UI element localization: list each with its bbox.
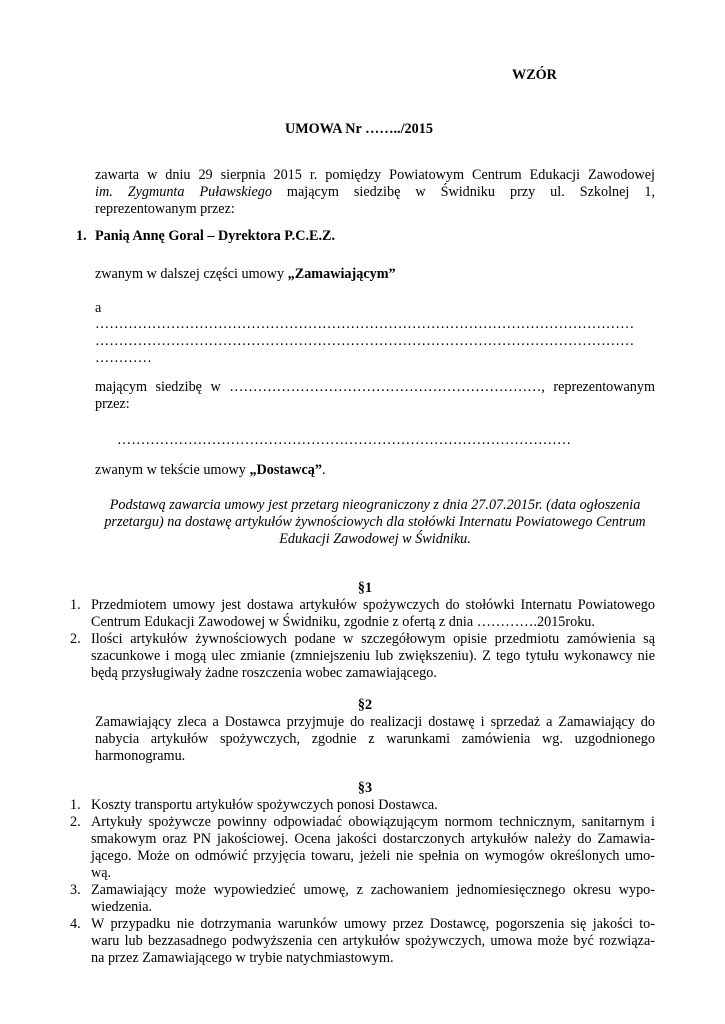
s3-item-1-num: 1. [70, 797, 81, 813]
s3-item-3-line-2: wiedzenia. [91, 899, 153, 915]
party2-called-name: „Dostawcą” [249, 462, 322, 478]
party1-called [95, 266, 396, 283]
s1-item-1-num: 1. [70, 597, 81, 613]
basis-line-3: Edukacji Zawodowej w Świdniku. [279, 531, 471, 547]
intro-line-1: zawarta w dniu 29 sierpnia 2015 r. pomiędzy Powiatowym Centrum Edukacji Zawodowej [95, 167, 655, 183]
intro-line-3: reprezentowanym przez: [95, 201, 235, 217]
s1-item-2-line-2: szacunkowe i mogą ulec zmianie (zmniejszeniu lub zwiększeniu). Z tego tytułu wykonawcy nie [91, 648, 655, 664]
s3-item-4-num: 4. [70, 916, 81, 932]
s3-item-3-num: 3. [70, 882, 81, 898]
s3-item-2-line-2: smakowym oraz PN jakościowej. Ocena jakości dostarczonych artykułów należy do Zamawia- [91, 831, 655, 847]
party2-called-prefix: zwanym w tekście umowy [95, 462, 250, 478]
s3-item-4-line-2: waru lub bezzasadnego podwyższenia cen artykułów spożywczych, umowa może być rozwiąza- [91, 933, 655, 949]
s2-line-1: Zamawiający zleca a Dostawca przyjmuje do realizacji dostawę i sprzedaż a Zamawiający do [95, 714, 655, 730]
basis-line-2: przetargu) na dostawę artykułów żywnościowych dla stołówki Internatu Powiatowego Centrum [104, 514, 646, 530]
party1-number: 1. [76, 228, 87, 244]
party1-called-name: „Zamawiającym” [287, 266, 396, 282]
s3-item-2-line-4: wą. [91, 865, 112, 881]
s3-item-1-line-1: Koszty transportu artykułów spożywczych ponosi Dostawca. [91, 797, 438, 813]
s1-item-1-line-2: Centrum Edukacji Zawodowej w Świdniku, zgodnie z ofertą z dnia ………….2015roku. [91, 614, 595, 630]
section-1-heading: §1 [357, 580, 373, 596]
s3-item-2-line-3: jącego. Może on odmówić przyjęcia towaru, jeżeli nie spełnia on wymogów określonych umo- [91, 848, 655, 864]
party2-rep-dots: …………………………………………………………………………………… [117, 432, 571, 448]
patron-name: im. Zygmunta Puławskiego [95, 184, 272, 200]
s3-item-3-line-1: Zamawiający może wypowiedzieć umowę, z zachowaniem jednomiesięcznego okresu wypo- [91, 882, 655, 898]
party1-name: Panią Annę Goral – Dyrektora P.C.E.Z. [95, 228, 336, 244]
s3-item-2-num: 2. [70, 814, 81, 830]
party2-dots-1: …………………………………………………………………………………………………… [95, 316, 635, 332]
section-3-heading: §3 [357, 780, 373, 796]
contract-title: UMOWA Nr ……../2015 [285, 121, 433, 137]
s3-item-4-line-1: W przypadku nie dotrzymania warunków umowy przez Dostawcę, pogorszenia się jakości to- [91, 916, 655, 932]
party2-seat-line-2: przez: [95, 396, 130, 412]
s2-line-3: harmonogramu. [95, 748, 186, 764]
s3-item-4-line-3: na przez Zamawiającego w trybie natychmiastowym. [91, 950, 394, 966]
s3-item-2-line-1: Artykuły spożywcze powinny odpowiadać obowiązującym normom technicznym, sanitarnym i [91, 814, 655, 830]
wzor-label: WZÓR [512, 67, 557, 83]
conjunction-a: a [95, 300, 102, 316]
party2-seat-line-1: mającym siedzibę w …………………………………………………………, reprezentowanym [95, 379, 655, 395]
party2-called-suffix: . [321, 462, 326, 478]
intro-line-2-rest: mającym siedzibę w Świdniku przy ul. Szkolnej 1, [271, 184, 655, 200]
s1-item-2-line-3: będą przysługiwały żadne roszczenia wobec zamawiającego. [91, 665, 437, 681]
s1-item-2-num: 2. [70, 631, 81, 647]
party2-dots-3: ………… [95, 350, 152, 366]
intro-line-2 [95, 184, 655, 201]
basis-line-1: Podstawą zawarcia umowy jest przetarg nieograniczony z dnia 27.07.2015r. (data ogłoszenia [109, 497, 641, 513]
s1-item-1-line-1: Przedmiotem umowy jest dostawa artykułów spożywczych do stołówki Internatu Powiatowego [91, 597, 655, 613]
party2-called [95, 462, 326, 479]
s1-item-2-line-1: Ilości artykułów żywnościowych podane w szczegółowym opisie przedmiotu zamówienia są [91, 631, 655, 647]
section-2-heading: §2 [357, 697, 373, 713]
s2-line-2: nabycia artykułów spożywczych, zgodnie z warunkami zamówienia wg. uzgodnionego [95, 731, 655, 747]
party2-dots-2: …………………………………………………………………………………………………… [95, 333, 635, 349]
party1-called-prefix: zwanym w dalszej części umowy [95, 266, 288, 282]
